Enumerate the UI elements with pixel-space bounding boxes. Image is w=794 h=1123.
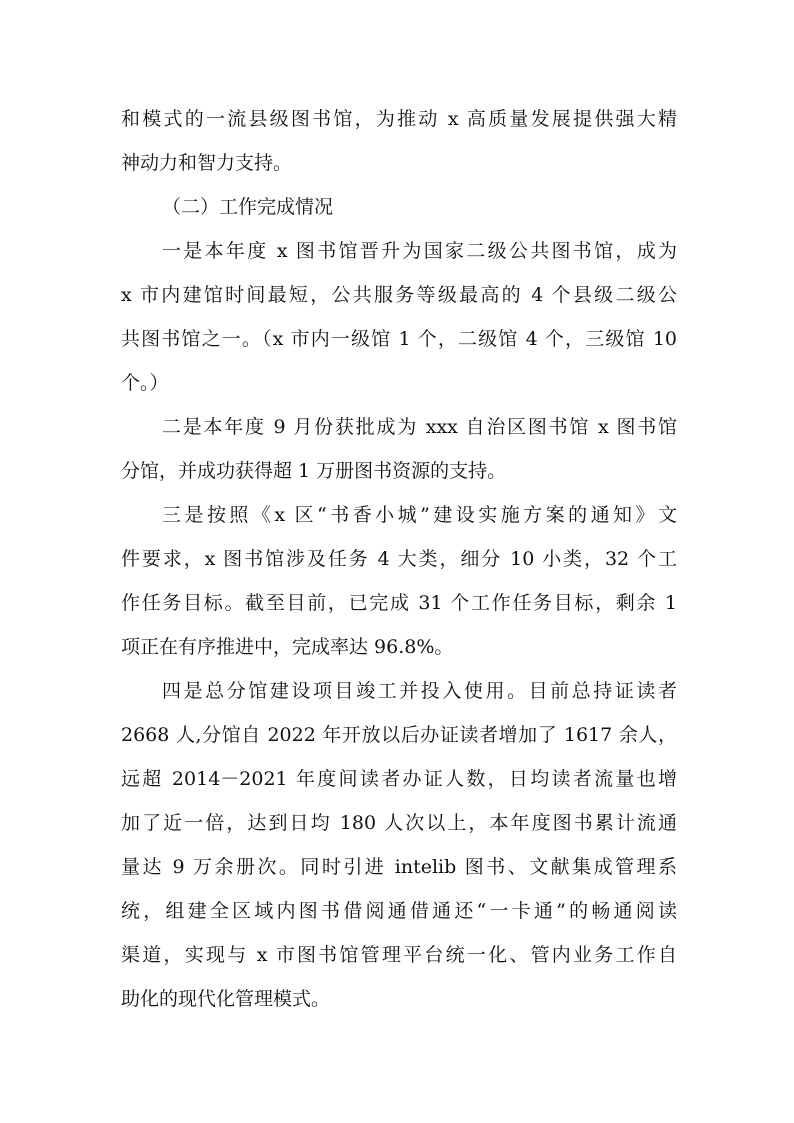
text-line: 三是按照《x 区“书香小城”建设实施方案的通知》文 <box>162 504 677 526</box>
text-line: （二）工作完成情况 <box>162 196 334 218</box>
text-line: 项正在有序推进中，完成率达 96.8%。 <box>121 636 454 658</box>
text-line: 共图书馆之一。（x 市内一级馆 1 个，二级馆 4 个，三级馆 10 <box>121 328 677 350</box>
document-body <box>121 97 677 1021</box>
text-line: 件要求，x 图书馆涉及任务 4 大类，细分 10 小类，32 个工 <box>121 548 677 570</box>
text-line: 统，组建全区域内图书借阅通借通还“一卡通”的畅通阅读 <box>121 900 677 922</box>
text-line: 助化的现代化管理模式。 <box>121 988 331 1010</box>
text-line: 加了近一倍，达到日均 180 人次以上，本年度图书累计流通 <box>121 812 677 834</box>
text-line: 2668 人,分馆自 2022 年开放以后办证读者增加了 1617 余人， <box>121 724 677 746</box>
text-line: x 市内建馆时间最短，公共服务等级最高的 4 个县级二级公 <box>121 284 677 306</box>
text-line: 渠道，实现与 x 市图书馆管理平台统一化、管内业务工作自 <box>121 944 677 966</box>
text-line: 二是本年度 9 月份获批成为 xxx 自治区图书馆 x 图书馆 <box>162 416 677 438</box>
text-line: 分馆，并成功获得超 1 万册图书资源的支持。 <box>121 460 507 482</box>
text-line: 量达 9 万余册次。同时引进 intelib 图书、文献集成管理系 <box>121 856 677 878</box>
text-line: 远超 2014－2021 年度间读者办证人数，日均读者流量也增 <box>121 768 677 790</box>
text-line: 作任务目标。截至目前，已完成 31 个工作任务目标，剩余 1 <box>121 592 677 614</box>
text-line: 和模式的一流县级图书馆，为推动 x 高质量发展提供强大精 <box>121 108 677 130</box>
text-line: 一是本年度 x 图书馆晋升为国家二级公共图书馆，成为 <box>162 240 677 262</box>
text-line: 个。） <box>121 372 169 394</box>
text-line: 神动力和智力支持。 <box>121 152 293 174</box>
text-line: 四是总分馆建设项目竣工并投入使用。目前总持证读者 <box>162 680 677 702</box>
